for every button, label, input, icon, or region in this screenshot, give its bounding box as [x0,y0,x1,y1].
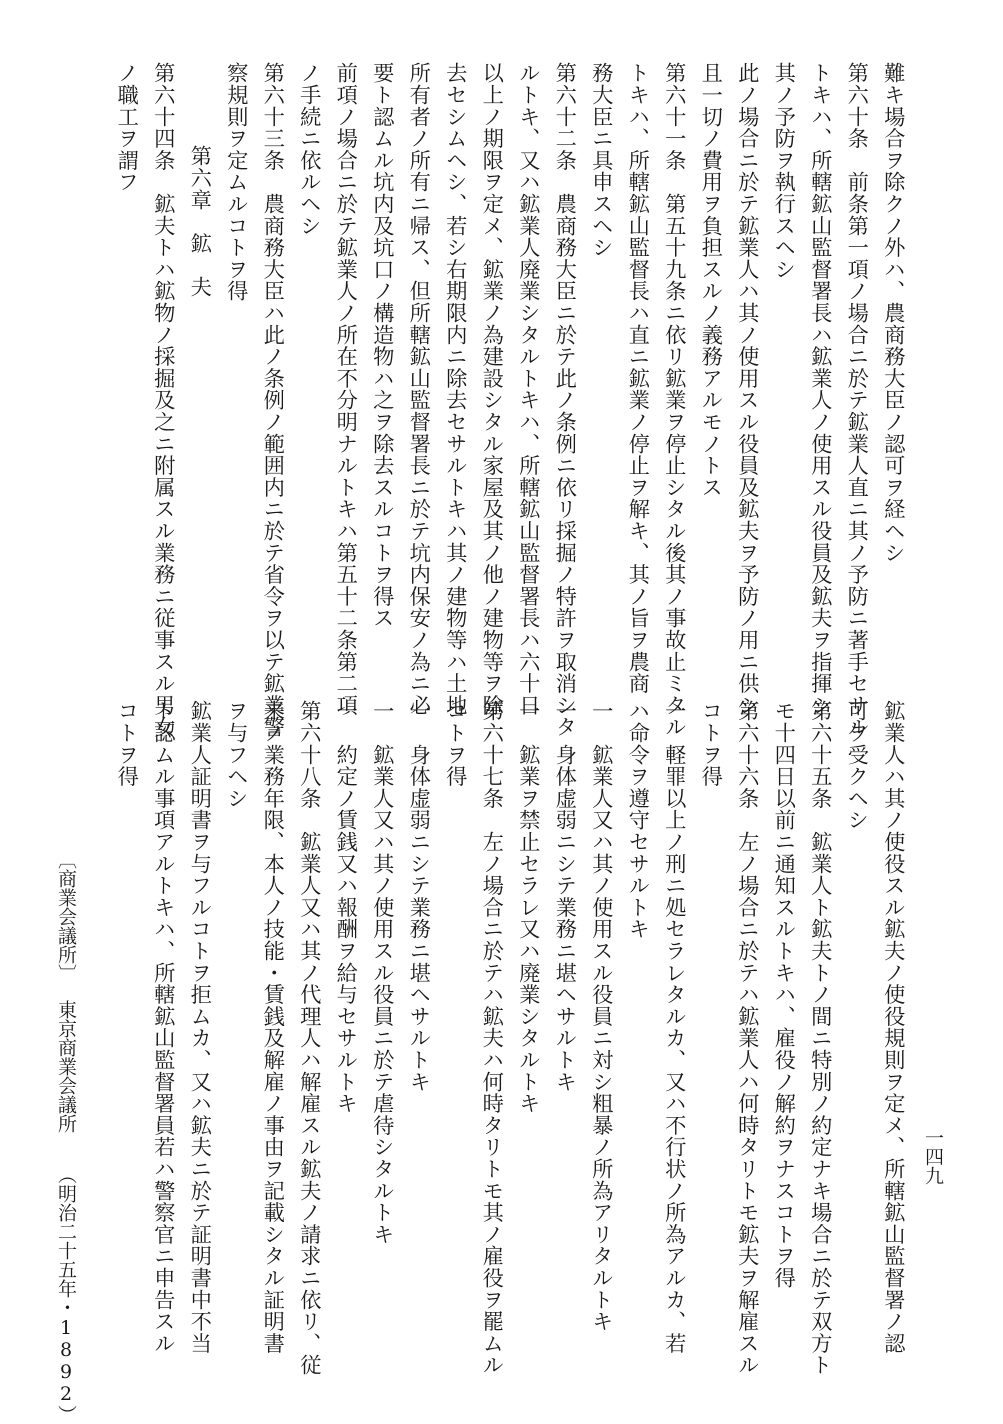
top-block-line: 務大臣ニ具申スヘシ [588,62,614,259]
top-block-line: 且一切ノ費用ヲ負担スルノ義務アルモノトス [697,62,723,498]
bottom-block-line: コトヲ得 [697,700,723,788]
top-block-line: ノ手続ニ依ルヘシ [296,62,322,237]
top-block-line: 察規則ヲ定ムルコトヲ得 [223,62,249,302]
top-block-line: トキハ、所轄鉱山監督署長ハ鉱業人ノ使用スル役員及鉱夫ヲ指揮シ [807,62,833,716]
bottom-block-line: 一 鉱業人又ハ其ノ使用スル役員ニ於テ虐待シタルトキ [369,700,395,1245]
top-block-line: 要ト認ムル坑内及坑口ノ構造物ハ之ヲ除去スルコトヲ得ス [369,62,395,629]
bottom-block-line: 第六十八条 鉱業人又ハ其ノ代理人ハ解雇スル鉱夫ノ請求ニ依リ、従 [296,700,322,1376]
top-block-line: 其ノ予防ヲ執行スヘシ [770,62,796,280]
bottom-block-line: 第六十六条 左ノ場合ニ於テハ鉱業人ハ何時タリトモ鉱夫ヲ解雇スル [734,700,760,1376]
top-block-line: 第六十三条 農商務大臣ハ此ノ条例ノ範囲内ニ於テ省令ヲ以テ鉱業警 [259,62,285,738]
bottom-block-line: 第六十五条 鉱業人ト鉱夫トノ間ニ特別ノ約定ナキ場合ニ於テ双方ト [807,700,833,1376]
top-block-line: 難キ場合ヲ除クノ外ハ、農商務大臣ノ認可ヲ経ヘシ [880,62,906,564]
bottom-block-line: モ十四日以前ニ通知スルトキハ、雇役ノ解約ヲナスコトヲ得 [770,700,796,1289]
bottom-block-line: 鉱業人ハ其ノ使役スル鉱夫ノ使役規則ヲ定メ、所轄鉱山監督署ノ認 [880,700,906,1354]
bottom-block-line: 一 軽罪以上ノ刑ニ処セラレタルカ、又ハ不行状ノ所為アルカ、若 [661,700,687,1354]
top-block-line: ルトキ、又ハ鉱業人廃業シタルトキハ、所轄鉱山監督署長ハ六十日 [515,62,541,716]
top-block-line: 第六十条 前条第一項ノ場合ニ於テ鉱業人直ニ其ノ予防ニ著手セサル [843,62,869,738]
footer-publisher: 東京商業会議所 [55,1000,77,1133]
top-block-line: 此ノ場合ニ於テ鉱業人ハ其ノ使用スル役員及鉱夫ヲ予防ノ用ニ供シ [734,62,760,716]
top-block-line: 第六十一条 第五十九条ニ依リ鉱業ヲ停止シタル後其ノ事故止ミタル [661,62,687,738]
bottom-block-line: コトヲ得 [442,700,468,788]
bottom-block-line: コトヲ得 [113,700,139,788]
bottom-block-line: 可ヲ受クヘシ [843,700,869,831]
top-block-line: 所有者ノ所有ニ帰ス、但所轄鉱山監督署長ニ於テ坑内保安ノ為ニ必 [405,62,431,716]
top-block-line: トキハ、所轄鉱山監督長ハ直ニ鉱業ノ停止ヲ解キ、其ノ旨ヲ農商 [624,62,650,695]
top-block-line: 第六章 鉱 夫 [186,145,212,298]
bottom-block-line: ヲ与フヘシ [223,700,249,809]
bottom-block-line: 一 鉱業ヲ禁止セラレ又ハ廃業シタルトキ [515,700,541,1115]
top-block-line: 第六十四条 鉱夫トハ鉱物ノ採掘及之ニ附属スル業務ニ従事スル男女 [150,62,176,738]
footer-source-note: 〔商業会議所〕 [55,850,77,983]
footer-date: （明治二十五年・1892） [55,1165,77,1424]
bottom-block-line: 鉱業人証明書ヲ与フルコトヲ拒ムカ、又ハ鉱夫ニ於テ証明書中不当 [186,700,212,1354]
top-block-line: ノ職工ヲ謂フ [113,62,139,193]
top-block-line: 以上ノ期限ヲ定メ、鉱業ノ為建設シタル家屋及其ノ他ノ建物等ヲ除 [478,62,504,716]
bottom-block-line: ト認ムル事項アルトキハ、所轄鉱山監督署員若ハ警察官ニ申告スル [150,700,176,1354]
bottom-block-line: 一 鉱業人又ハ其ノ使用スル役員ニ対シ粗暴ノ所為アリタルトキ [588,700,614,1333]
top-block-line: 前項ノ場合ニ於テ鉱業人ノ所在不分明ナルトキハ第五十二条第二項 [332,62,358,716]
bottom-block-line: 一 身体虚弱ニシテ業務ニ堪ヘサルトキ [405,700,431,1093]
bottom-block-line: 一 身体虚弱ニシテ業務ニ堪ヘサルトキ [551,700,577,1093]
bottom-block-line: 第六十七条 左ノ場合ニ於テハ鉱夫ハ何時タリトモ其ノ雇役ヲ罷ムル [478,700,504,1376]
bottom-block-line: ハ命令ヲ遵守セサルトキ [624,700,650,940]
top-block-line: 第六十二条 農商務大臣ニ於テ此ノ条例ニ依リ採掘ノ特許ヲ取消シタ [551,62,577,738]
bottom-block-line: 一 約定ノ賃銭又ハ報酬ヲ給与セサルトキ [332,700,358,1115]
page-number: 一四九 [922,1128,944,1185]
bottom-block-line: 来ノ業務年限、本人ノ技能・賃銭及解雇ノ事由ヲ記載シタル証明書 [259,700,285,1354]
top-block-line: 去セシムヘシ、若シ右期限内ニ除去セサルトキハ其ノ建物等ハ土地 [442,62,468,716]
